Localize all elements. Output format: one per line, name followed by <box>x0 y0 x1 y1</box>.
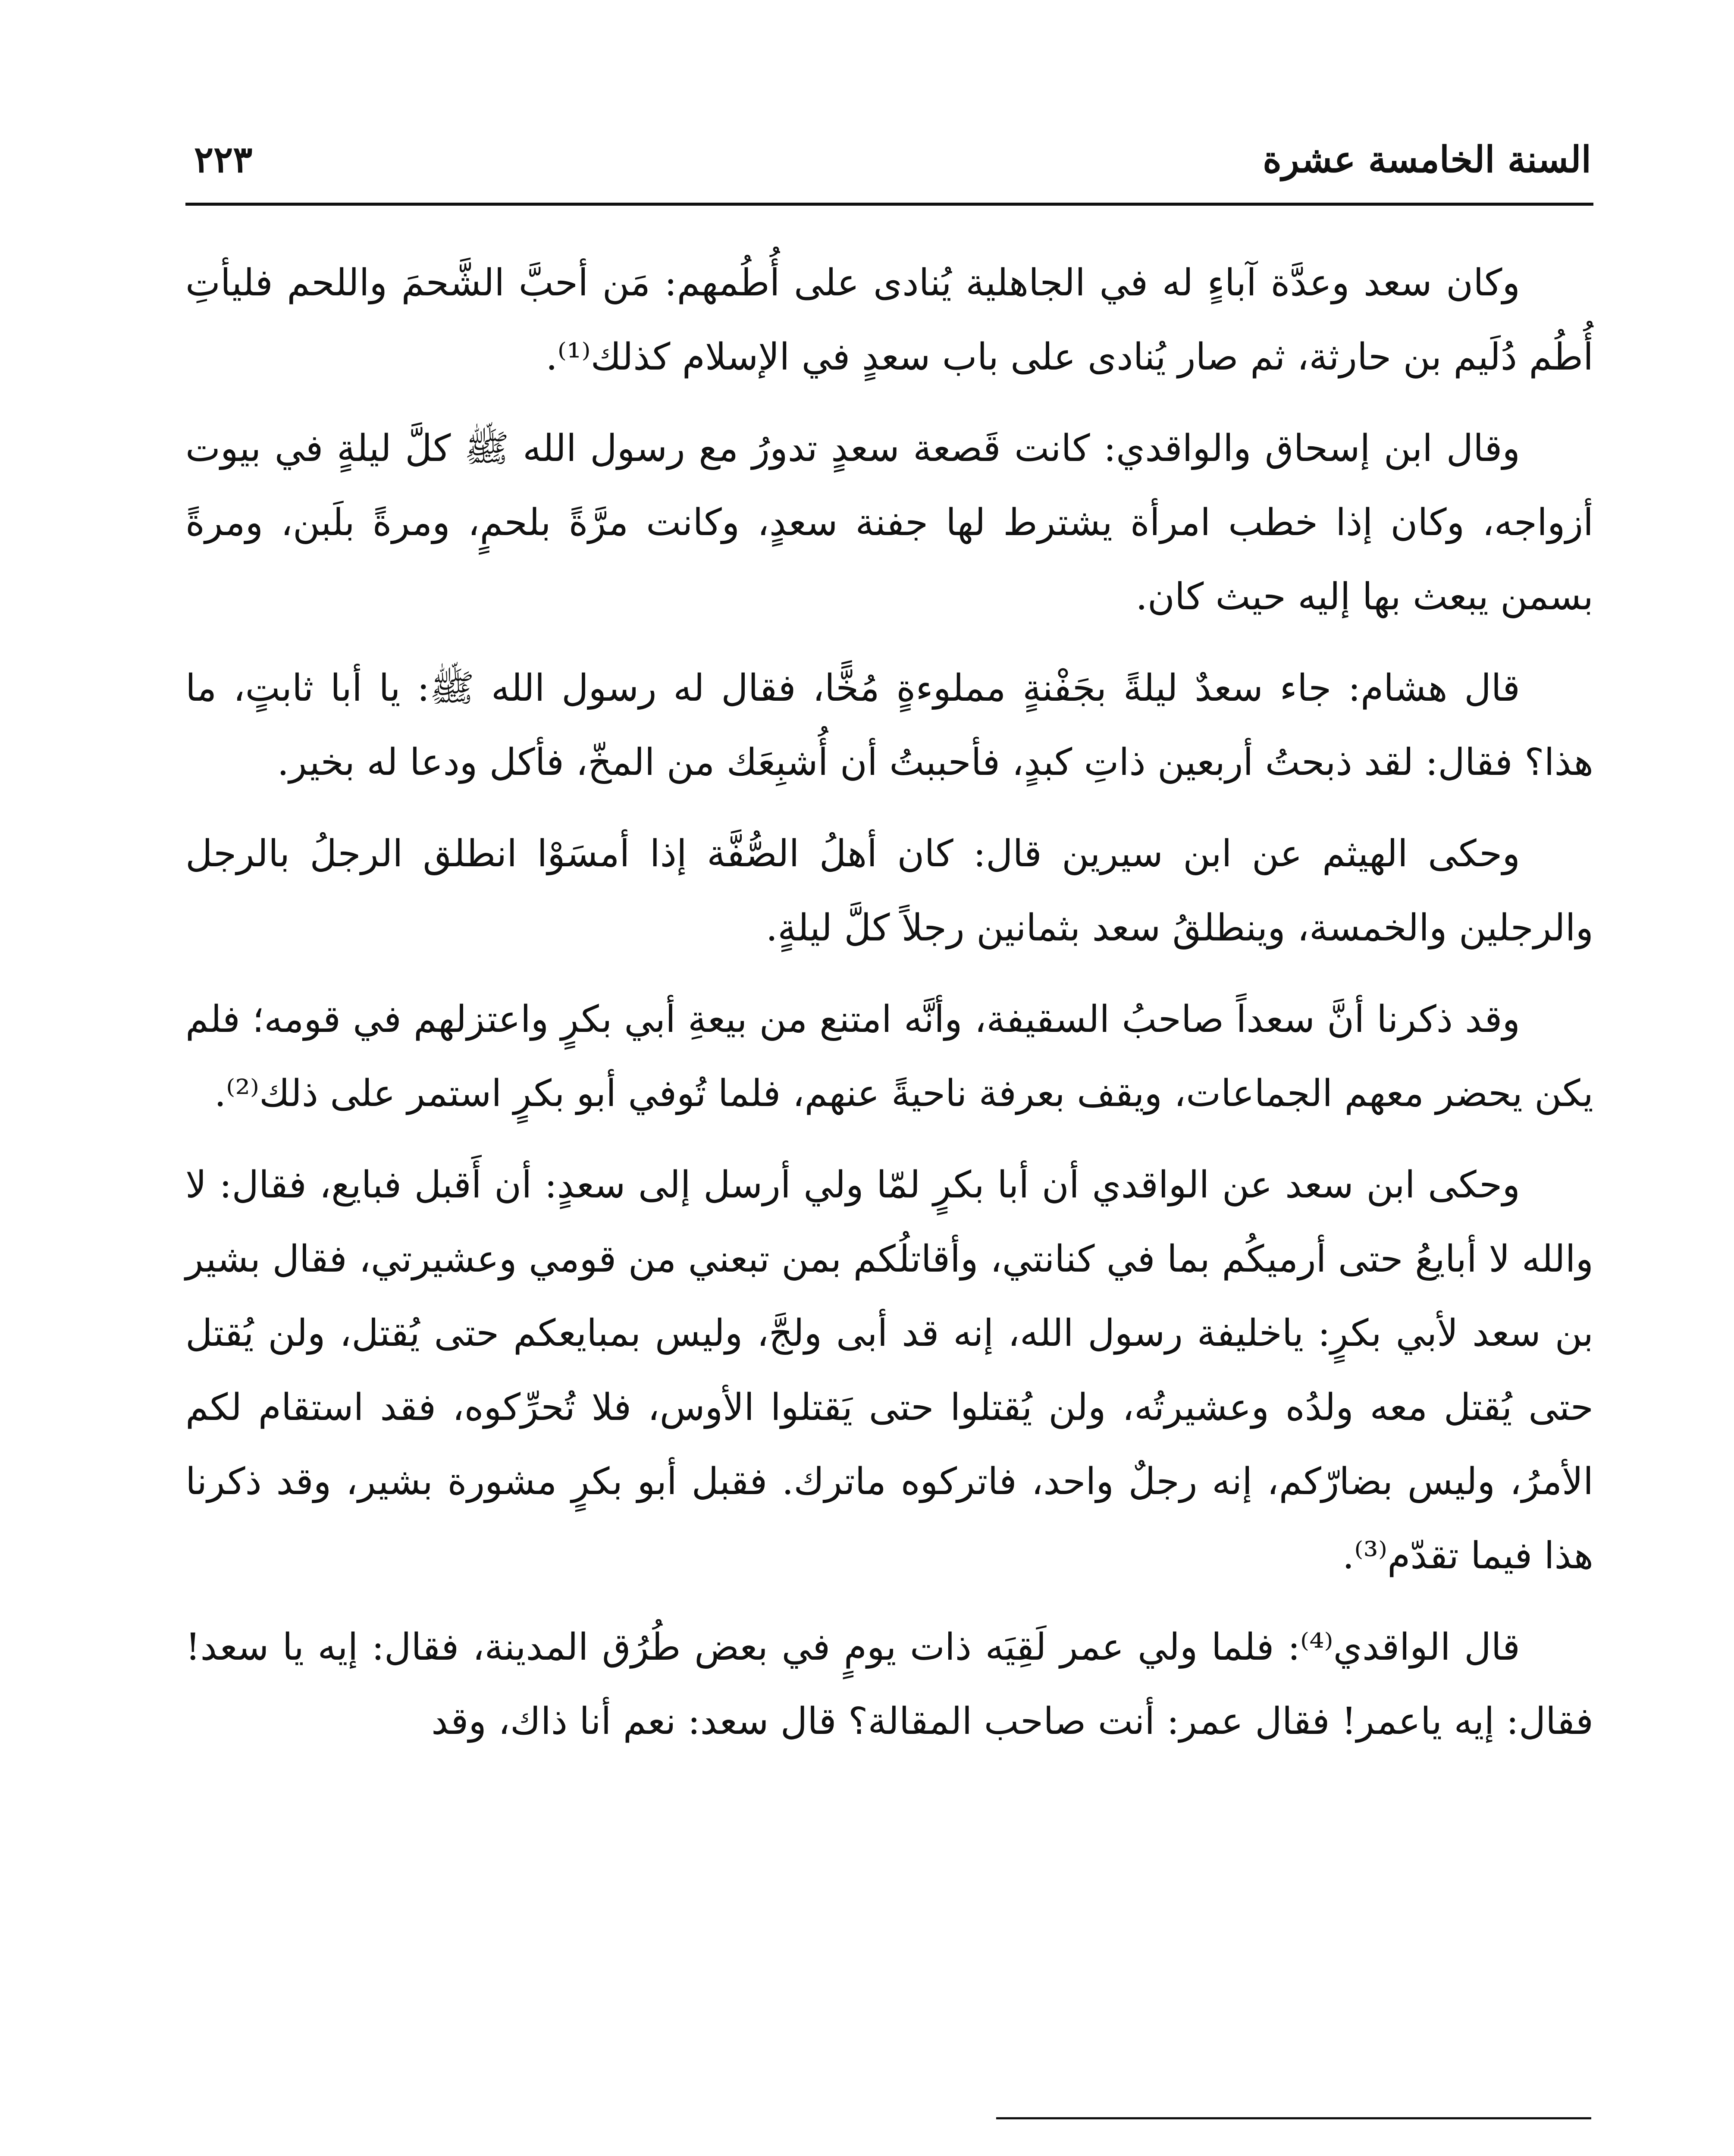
paragraph: وحكى الهيثم عن ابن سيرين قال: كان أهلُ الصُّفَّة إذا أمسَوْا انطلق الرجلُ بالرجل والرجلين والخمسة، وينطلقُ سعد بثمانين رجلاً كلَّ ليلةٍ. <box>185 832 1593 950</box>
paragraph: وقد ذكرنا أنَّ سعداً صاحبُ السقيفة، وأنَّه امتنع من بيعةِ أبي بكرٍ واعتزلهم في قومه؛ فلم يكن يحضر معهم الجماعات، ويقف بعرفة ناحيةً عنهم، فلما تُوفي أبو بكرٍ استمر على ذلك⁽²⁾. <box>185 998 1593 1115</box>
footnote <box>185 2145 1593 2156</box>
main-text <box>185 246 1593 1776</box>
footnote-separator <box>996 2117 1591 2119</box>
paragraph: وقال ابن إسحاق والواقدي: كانت قَصعة سعدٍ تدورُ مع رسول الله ﷺ كلَّ ليلةٍ في بيوت أزواجه، وكان إذا خطب امرأة يشترط لها جفنة سعدٍ، وكانت مرَّةً بلحمٍ، ومرةً بلَبن، ومرةً بسمن يبعث بها إليه حيث كان. <box>185 427 1593 618</box>
page-header <box>185 129 1591 194</box>
header-rule <box>185 203 1593 206</box>
running-title: السنة الخامسة عشرة <box>1263 138 1591 181</box>
paragraph: قال هشام: جاء سعدٌ ليلةً بجَفْنةٍ مملوءةٍ مُخًّا، فقال له رسول الله ﷺ: يا أبا ثابتٍ، ما هذا؟ فقال: لقد ذبحتُ أربعين ذاتِ كبدٍ، فأحببتُ أن أُشبِعَك من المخّ، فأكل ودعا له بخير. <box>185 667 1593 784</box>
paragraph: قال الواقدي⁽⁴⁾: فلما ولي عمر لَقِيَه ذات يومٍ في بعض طُرُق المدينة، فقال: إيه يا سعد! فقال: إيه ياعمر! فقال عمر: أنت صاحب المقالة؟ قال سعد: نعم أنا ذاك، وقد <box>185 1626 1593 1743</box>
footnotes <box>185 2145 1593 2156</box>
paragraph: وحكى ابن سعد عن الواقدي أن أبا بكرٍ لمّا ولي أرسل إلى سعدٍ: أن أَقبل فبايع، فقال: لا والله لا أبايعُ حتى أرميكُم بما في كنانتي، وأقاتلُكم بمن تبعني من قومي وعشيرتي، فقال بشير بن سعد لأبي بكرٍ: ياخليفة رسول الله، إنه قد أبى ولجَّ، وليس بمبايعكم حتى يُقتل، ولن يُقتل حتى يُقتل معه ولدُه وعشيرتُه، ولن يُقتلوا حتى يَقتلوا الأوس، فلا تُحرِّكوه، فقد استقام لكم الأمرُ، وليس بضارّكم، إنه رجلٌ واحد، فاتركوه ماترك. فقبل أبو بكرٍ مشورة بشير، وقد ذكرنا هذا فيما تقدّم⁽³⁾. <box>185 1163 1593 1577</box>
page-number: ٢٢٣ <box>194 138 253 181</box>
paragraph: وكان سعد وعدَّة آباءٍ له في الجاهلية يُنادى على أُطُمهم: مَن أحبَّ الشَّحمَ واللحم فليأتِ أُطُم دُلَيم بن حارثة، ثم صار يُنادى على باب سعدٍ في الإسلام كذلك⁽¹⁾. <box>185 261 1593 379</box>
